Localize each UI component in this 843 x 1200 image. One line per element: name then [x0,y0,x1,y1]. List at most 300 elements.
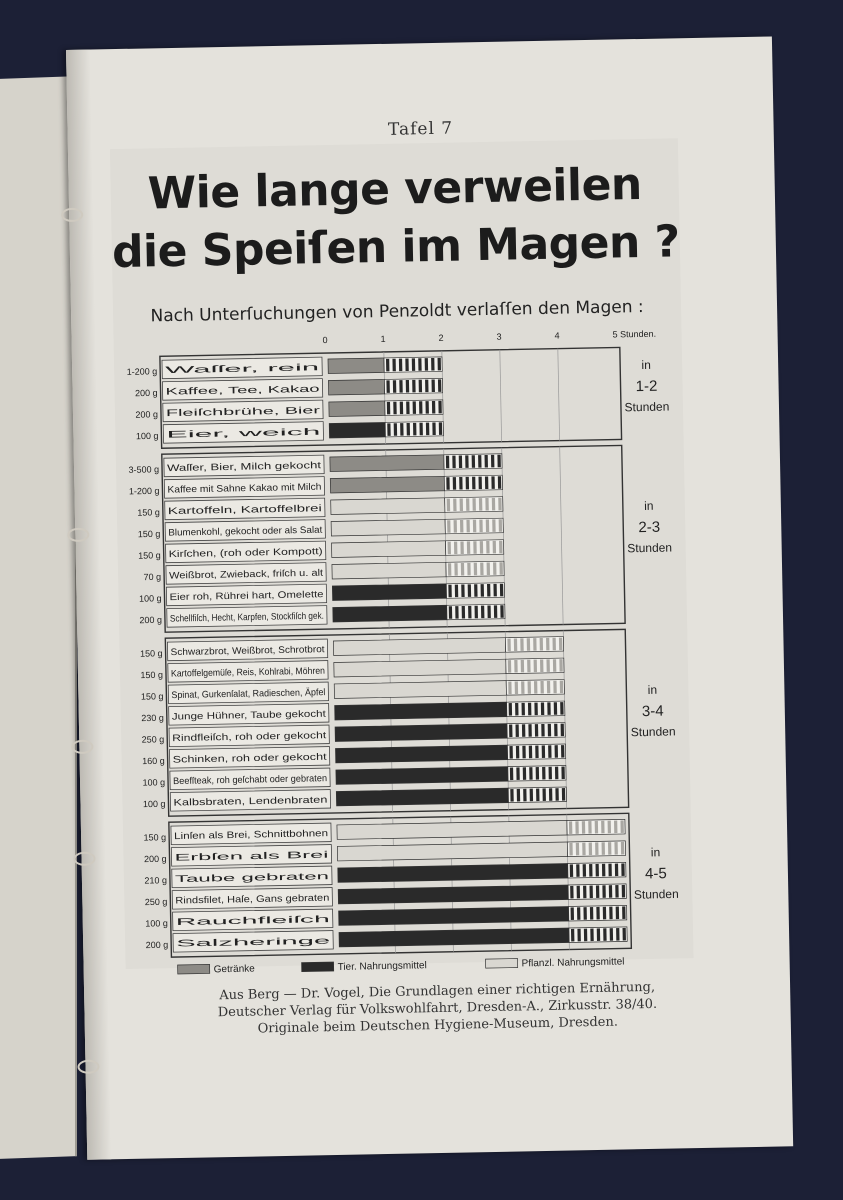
bar-range-stripe [516,767,519,780]
bar-solid [335,745,507,763]
bar-range-stripe [491,455,494,468]
bar-range-stripe [614,821,617,834]
bar-range-stripe [425,358,428,371]
bar-range-stripe [455,606,458,619]
bar-solid [334,659,506,677]
bar-range-stripe [448,542,451,555]
bar-range-stripe [577,886,580,899]
group-label-unit: Stunden [630,724,676,740]
bar-range-stripe [480,541,483,554]
bar-range-stripe [534,703,537,716]
bar-range-stripe [459,455,462,468]
bar-range-stripe [620,820,623,833]
chart-title-line-2: die Speiſen im Magen ? [111,216,681,279]
legend-label: Tier. Nahrungsmittel [337,960,427,973]
bar-range-stripe [516,746,519,759]
bar-range-stripe [595,821,598,834]
food-name: Weißbrot, Zwieback, friſch u. alt [169,568,302,582]
bar-range-stripe [540,659,543,672]
bar-range-stripe [555,745,558,758]
bar-range-stripe [507,639,510,652]
bar-range-stripe [466,520,469,533]
bar-range-stripe [419,423,422,436]
bar-range-stripe [614,842,617,855]
bar-range-stripe [515,724,518,737]
food-name: Kirſchen, (roh oder Kompott) [168,546,289,561]
bar-range-stripe [487,562,490,575]
bar-range-stripe [393,402,396,415]
chart-subtitle: Nach Unterſuchungen von Penzoldt verlaſſen den Magen : [150,296,644,327]
food-name: Erbſen als Brei [174,851,237,864]
bar-solid [329,422,385,438]
bar-range-stripe [610,928,613,941]
bar-range-stripe [514,638,517,651]
bar-range-stripe [582,821,585,834]
bar-range-stripe [561,724,564,737]
bar-range-stripe [472,498,475,511]
food-amount: 160 g [142,755,165,767]
bar-range-stripe [555,788,558,801]
food-name: Waſſer, rein [165,364,213,377]
bar-range-stripe [536,789,539,802]
bar-solid [329,401,385,417]
bar-range-stripe [487,584,490,597]
bar-range-stripe [452,456,455,469]
bar-range-stripe [547,681,550,694]
food-name: Blumenkohl, gekocht oder als Salat [168,524,318,539]
bar-range-stripe [621,842,624,855]
bar-range-stripe [454,542,457,555]
chart-plate [110,138,694,976]
bar-solid [335,702,507,720]
bar-range-stripe [466,498,469,511]
bar-range-stripe [492,498,495,511]
bar-range-stripe [546,659,549,672]
food-amount: 150 g [139,648,163,659]
bar-range-stripe [615,885,618,898]
bar-range-stripe [603,928,606,941]
bar-range-stripe [472,455,475,468]
food-name: Kartoffelgemüſe, Reis, Kohlrabi, Möhren [170,665,340,680]
bar-range-stripe [602,885,605,898]
bar-range-stripe [497,455,500,468]
digestion-time-chart [110,138,694,976]
bar-range-stripe [449,606,452,619]
bar-range-stripe [400,423,403,436]
food-amount: 100 g [142,777,166,788]
bar-solid [333,638,505,656]
food-name: Kalbsbraten, Lendenbraten [173,795,289,809]
bar-range-stripe [560,702,563,715]
bar-range-stripe [530,789,533,802]
bar-range-stripe [560,681,563,694]
bar-range-stripe [595,842,598,855]
bar-solid [337,842,567,861]
bar-solid [332,541,446,558]
bar-range-stripe [623,928,626,941]
bar-range-stripe [438,401,441,414]
food-name: Linſen als Brei, Schnittbohnen [174,828,300,843]
bar-solid [339,907,569,926]
bar-range-stripe [508,660,511,673]
bar-range-stripe [596,907,599,920]
food-amount: 200 g [145,939,169,951]
bar-range-stripe [394,423,397,436]
bar-range-stripe [521,660,524,673]
bar-range-stripe [392,359,395,372]
bar-range-stripe [533,638,536,651]
bar-range-stripe [561,745,564,758]
bar-range-stripe [597,928,600,941]
bar-range-stripe [448,585,451,598]
group-label-unit: Stunden [633,886,679,902]
food-name: Taube gebraten [174,872,242,886]
bar-range-stripe [486,519,489,532]
legend-swatch [486,958,518,968]
food-name: Eier roh, Rührei hart, Omelette [169,589,299,604]
bar-range-stripe [387,423,390,436]
bar-range-stripe [590,907,593,920]
food-amount: 1-200 g [126,366,158,377]
bar-range-stripe [528,724,531,737]
bar-range-stripe [425,380,428,393]
bar-range-stripe [616,907,619,920]
bar-range-stripe [601,821,604,834]
bar-range-stripe [521,681,524,694]
bar-range-stripe [393,380,396,393]
food-amount: 150 g [137,528,161,540]
bar-range-stripe [555,767,558,780]
left-page [0,76,77,1160]
bar-range-stripe [540,681,543,694]
bar-range-stripe [584,929,587,942]
bar-range-stripe [386,359,389,372]
bar-range-stripe [529,746,532,759]
bar-range-stripe [480,563,483,576]
bar-range-stripe [569,821,572,834]
bar-solid [331,519,445,536]
bar-range-stripe [472,477,475,490]
bar-range-stripe [553,659,556,672]
grid-line [563,631,566,809]
bar-solid [337,821,567,840]
bar-range-stripe [571,907,574,920]
bar-range-stripe [596,885,599,898]
bar-range-stripe [569,843,572,856]
bar-range-stripe [576,864,579,877]
group-label-range: 4-5 [644,865,667,883]
group-label-range: 1-2 [635,377,658,396]
food-amount: 150 g [143,832,167,843]
bar-range-stripe [486,541,489,554]
bar-range-stripe [448,563,451,576]
bar-range-stripe [515,703,518,716]
bar-range-stripe [407,423,410,436]
food-amount: 100 g [142,798,166,810]
legend-swatch [178,964,210,974]
bar-range-stripe [596,864,599,877]
bar-range-stripe [438,379,441,392]
bar-range-stripe [577,929,580,942]
axis-tick-label: 4 [554,330,560,341]
bar-range-stripe [461,584,464,597]
source-line-3: Originale beim Deutschen Hygiene-Museum, Dresden. [257,1014,619,1037]
bar-range-stripe [552,638,555,651]
bar-range-stripe [534,681,537,694]
bar-range-stripe [473,520,476,533]
bar-range-stripe [487,605,490,618]
bar-solid [332,584,446,601]
bar-range-stripe [522,703,525,716]
food-name: Schinken, roh oder gekocht [172,752,289,766]
bar-range-stripe [467,541,470,554]
food-name: Spinat, Gurkenſalat, Radieschen, Äpfel [171,686,335,702]
source-line-2: Deutscher Verlag für Volkswohlfahrt, Dresden-A., Zirkusstr. 38/40. [217,996,658,1021]
bar-solid [333,605,447,622]
bar-range-stripe [542,788,545,801]
bar-range-stripe [432,401,435,414]
bar-range-stripe [454,563,457,576]
bar-range-stripe [446,477,449,490]
bar-range-stripe [459,477,462,490]
bar-range-stripe [515,681,518,694]
food-amount: 250 g [144,896,168,908]
bar-range-stripe [431,358,434,371]
bar-solid [330,476,444,493]
bar-solid [331,498,445,515]
bar-range-stripe [454,520,457,533]
bar-range-stripe [554,724,557,737]
food-amount: 200 g [134,387,158,399]
bar-range-stripe [553,681,556,694]
group-label-in: in [647,682,658,697]
bar-range-stripe [509,746,512,759]
bar-range-stripe [460,498,463,511]
bar-range-stripe [522,724,525,737]
bar-range-stripe [493,541,496,554]
axis-tick-label: 5 Stunden. [612,328,657,340]
grid-line [558,349,560,441]
bar-solid [334,681,506,699]
bar-range-stripe [570,886,573,899]
bar-range-stripe [426,423,429,436]
bar-range-stripe [576,843,579,856]
bar-range-stripe [438,358,441,371]
bar-range-stripe [387,402,390,415]
bar-range-stripe [621,863,624,876]
food-amount: 150 g [137,507,160,518]
bar-range-stripe [622,885,625,898]
bar-range-stripe [534,660,537,673]
food-amount: 200 g [139,614,163,626]
axis-tick-label: 2 [438,332,444,343]
bar-solid [338,885,568,904]
legend-label: Pflanzl. Nahrungsmittel [521,956,625,970]
bar-range-stripe [570,864,573,877]
food-name: Waſſer, Bier, Milch gekocht [166,461,279,475]
bar-range-stripe [493,584,496,597]
bar-range-stripe [608,821,611,834]
bar-range-stripe [577,907,580,920]
bar-range-stripe [536,767,539,780]
food-name: Schellfiſch, Hecht, Karpfen, Stockfiſch gek. [169,610,348,625]
food-amount: 100 g [145,918,168,929]
bar-solid [339,928,569,947]
bar-range-stripe [602,842,605,855]
bar-range-stripe [622,906,625,919]
bar-range-stripe [609,907,612,920]
bar-range-stripe [491,476,494,489]
bar-range-stripe [559,659,562,672]
food-amount: 150 g [138,550,161,561]
food-name: Kaffee, Tee, Kakao [165,385,246,398]
bar-range-stripe [492,519,495,532]
bar-range-stripe [468,584,471,597]
food-name: Rindsfilet, Haſe, Gans gebraten [175,893,308,907]
bar-solid [336,767,508,785]
bar-solid [336,788,508,806]
bar-range-stripe [608,842,611,855]
bar-range-stripe [494,605,497,618]
bar-range-stripe [583,886,586,899]
bar-range-stripe [453,477,456,490]
bar-range-stripe [520,638,523,651]
grid-line [502,448,505,626]
bar-range-stripe [562,788,565,801]
bar-range-stripe [460,520,463,533]
bar-range-stripe [499,562,502,575]
food-amount: 200 g [135,409,159,420]
bar-range-stripe [509,725,512,738]
food-amount: 150 g [140,669,164,681]
bar-range-stripe [603,907,606,920]
bar-range-stripe [405,358,408,371]
chart-title-line-1: Wie lange verweilen [147,158,643,220]
bar-range-stripe [479,498,482,511]
food-amount: 70 g [143,571,162,583]
food-name: Fleiſchbrühe, Bier [165,406,241,420]
bar-range-stripe [548,724,551,737]
bar-range-stripe [608,864,611,877]
food-name: Eier, weich [166,428,213,441]
bar-range-stripe [499,541,502,554]
bar-range-stripe [571,929,574,942]
food-name: Salzheringe [176,937,227,950]
bar-range-stripe [462,606,465,619]
bar-range-stripe [500,605,503,618]
bar-range-stripe [425,401,428,414]
food-amount: 100 g [135,430,159,442]
bar-range-stripe [616,928,619,941]
bar-range-stripe [406,380,409,393]
bar-range-stripe [474,563,477,576]
bar-range-stripe [447,520,450,533]
food-name: Rindfleiſch, roh oder gekocht [172,730,293,745]
bar-range-stripe [559,638,562,651]
bar-range-stripe [468,606,471,619]
bar-range-stripe [460,541,463,554]
bar-range-stripe [541,702,544,715]
bar-range-stripe [542,745,545,758]
bar-range-stripe [473,541,476,554]
bar-range-stripe [455,585,458,598]
bar-range-stripe [546,638,549,651]
bar-range-stripe [528,681,531,694]
bar-range-stripe [432,379,435,392]
group-label-in: in [650,845,661,860]
bar-range-stripe [583,864,586,877]
bar-range-stripe [399,380,402,393]
bar-range-stripe [582,843,585,856]
source-line-1: Aus Berg — Dr. Vogel, Die Grundlagen einer richtigen Ernährung, [219,979,656,1004]
food-amount: 3-500 g [128,464,160,475]
bar-range-stripe [419,401,422,414]
bar-range-stripe [527,638,530,651]
food-amount: 210 g [144,875,168,886]
bar-range-stripe [479,520,482,533]
grid-line [386,450,389,628]
food-amount: 200 g [143,853,167,865]
bar-range-stripe [406,401,409,414]
bar-range-stripe [413,401,416,414]
food-amount: 150 g [140,691,164,702]
group-label-in: in [644,498,654,513]
bar-range-stripe [549,788,552,801]
food-amount: 250 g [141,734,165,745]
bar-range-stripe [548,745,551,758]
axis-tick-label: 3 [496,331,502,342]
bar-range-stripe [561,767,564,780]
bar-range-stripe [588,821,591,834]
bar-range-stripe [474,584,477,597]
bar-range-stripe [508,682,511,695]
bar-range-stripe [498,476,501,489]
bar-range-stripe [412,380,415,393]
bar-range-stripe [400,402,403,415]
bar-solid [328,358,384,374]
bar-range-stripe [522,746,525,759]
axis-tick-label: 1 [380,333,386,345]
bar-solid [332,562,446,579]
grid-line [389,634,392,812]
bar-range-stripe [439,422,442,435]
bar-solid [335,724,507,742]
bar-range-stripe [541,724,544,737]
bar-range-stripe [590,929,593,942]
bar-range-stripe [446,456,449,469]
food-name: Rauchfleiſch [175,916,228,929]
bar-range-stripe [583,907,586,920]
legend-swatch [302,962,334,972]
bar-range-stripe [547,702,550,715]
bar-range-stripe [467,563,470,576]
bar-range-stripe [514,660,517,673]
food-amount: 1-200 g [128,485,160,497]
bar-range-stripe [527,660,530,673]
axis-tick-label: 0 [322,335,328,346]
bar-range-stripe [432,422,435,435]
bar-range-stripe [523,767,526,780]
bar-range-stripe [615,864,618,877]
bar-solid [328,379,384,395]
bar-range-stripe [535,746,538,759]
bar-range-stripe [549,767,552,780]
bar-range-stripe [510,768,513,781]
bar-range-stripe [500,584,503,597]
bar-range-stripe [453,499,456,512]
bar-range-stripe [589,886,592,899]
bar-range-stripe [589,843,592,856]
